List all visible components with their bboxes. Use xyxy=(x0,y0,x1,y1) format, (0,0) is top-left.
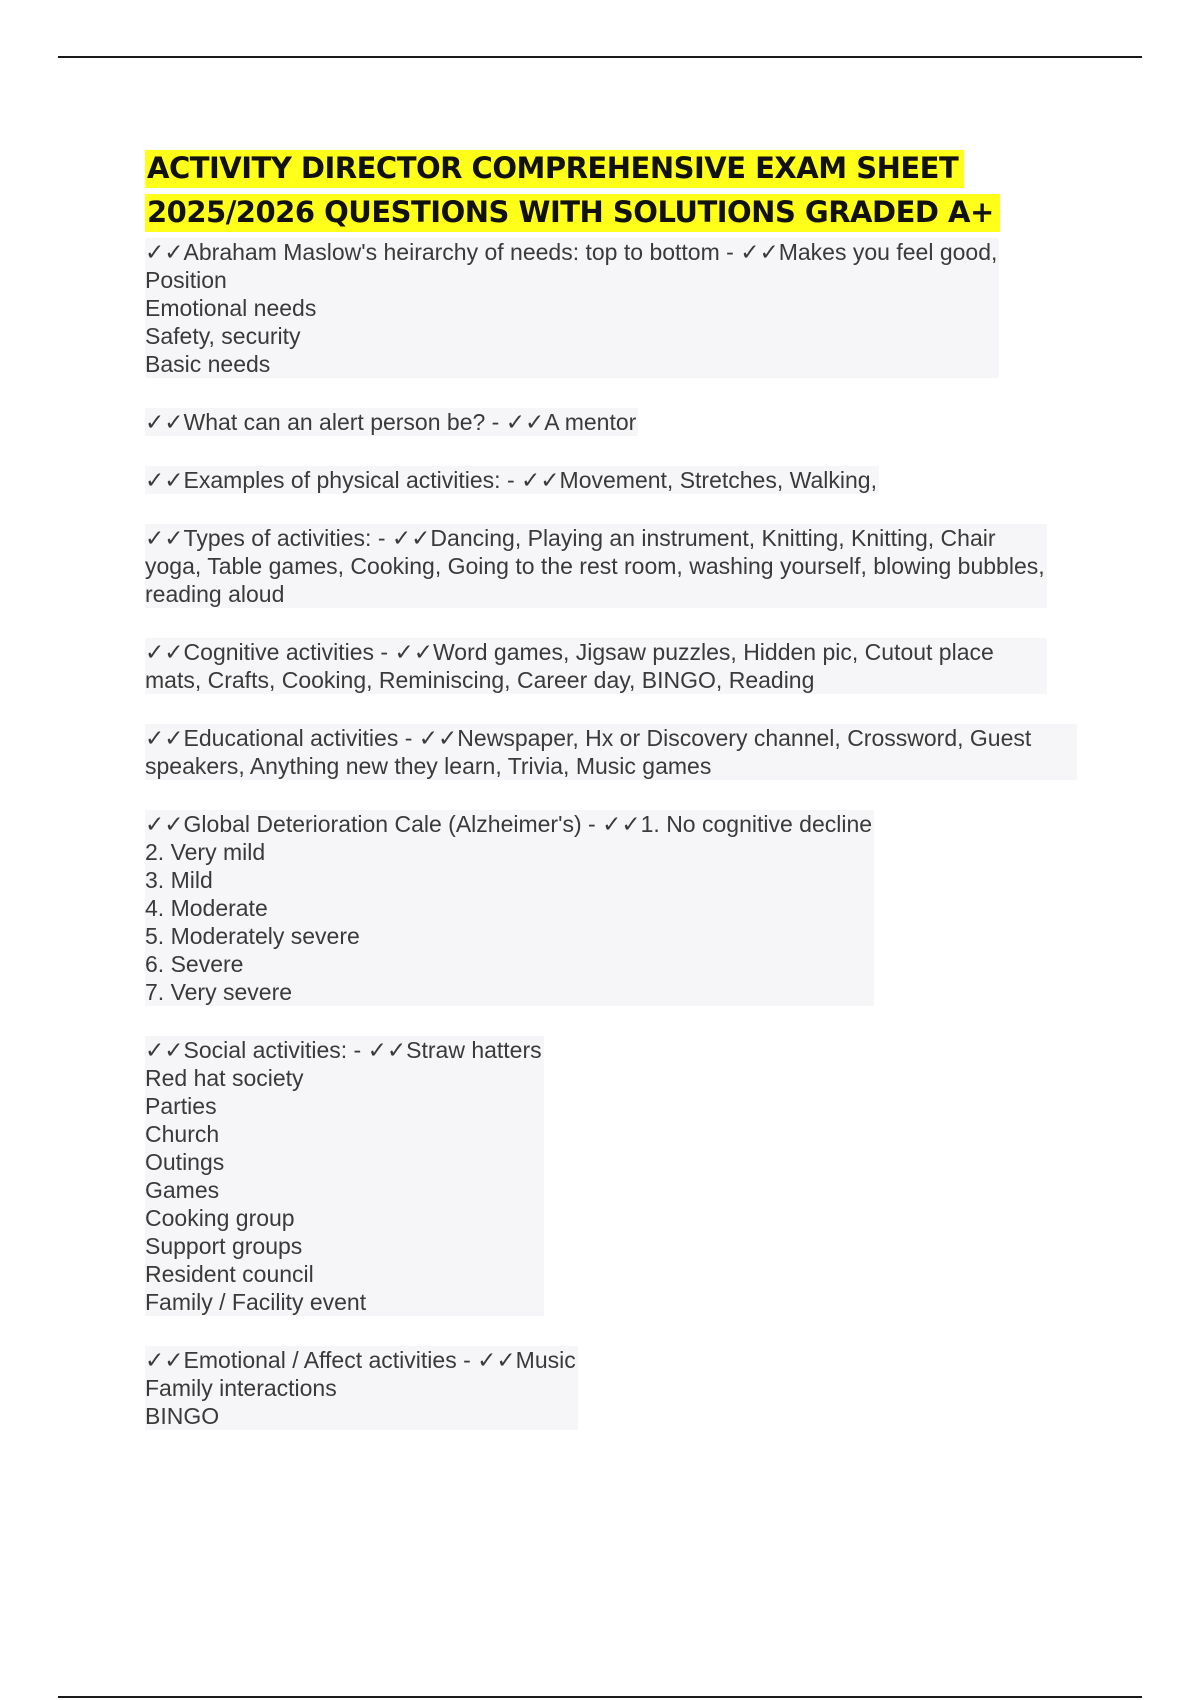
qa-item xyxy=(145,1036,1075,1346)
document-body xyxy=(145,146,1075,1460)
qa-line: 5. Moderately severe xyxy=(145,923,360,949)
qa-line: Support groups xyxy=(145,1233,303,1259)
top-rule xyxy=(58,56,1142,58)
qa-item xyxy=(145,1346,1075,1460)
bottom-rule xyxy=(58,1696,1142,1698)
qa-item xyxy=(145,466,1075,524)
title-line-2: 2025/2026 QUESTIONS WITH SOLUTIONS GRADED A+ xyxy=(145,194,1000,232)
qa-line: Red hat society xyxy=(145,1065,304,1091)
qa-item xyxy=(145,810,1075,1036)
qa-types-of-activities xyxy=(145,524,1047,608)
qa-item xyxy=(145,724,1075,810)
qa-line: Cooking group xyxy=(145,1205,295,1231)
qa-list xyxy=(145,234,1075,1460)
qa-line: 2. Very mild xyxy=(145,839,266,865)
qa-line: Games xyxy=(145,1177,220,1203)
qa-maslow xyxy=(145,238,999,378)
qa-line: Position xyxy=(145,267,227,293)
qa-line: Parties xyxy=(145,1093,217,1119)
qa-line: Family interactions xyxy=(145,1375,337,1401)
qa-line: Safety, security xyxy=(145,323,301,349)
qa-line: Basic needs xyxy=(145,351,271,377)
qa-item xyxy=(145,638,1075,724)
qa-text: ✓✓Types of activities: - ✓✓Dancing, Playing an instrument, Knitting, Knitting, Chair yoga, Table games, Cooking, Going to the rest room, washing yourself, blowing bubbles, reading aloud xyxy=(145,525,1045,607)
qa-line: 3. Mild xyxy=(145,867,213,893)
qa-line: 7. Very severe xyxy=(145,979,293,1005)
qa-cognitive-activities xyxy=(145,638,1047,694)
qa-line: ✓✓Abraham Maslow's heirarchy of needs: top to bottom - ✓✓Makes you feel good, xyxy=(145,239,998,265)
qa-line: ✓✓Social activities: - ✓✓Straw hatters xyxy=(145,1037,542,1063)
qa-line: Emotional needs xyxy=(145,295,317,321)
qa-emotional-activities xyxy=(145,1346,578,1430)
qa-line: Outings xyxy=(145,1149,225,1175)
qa-line: 6. Severe xyxy=(145,951,244,977)
qa-text: ✓✓Examples of physical activities: - ✓✓Movement, Stretches, Walking, xyxy=(145,467,877,493)
qa-physical-activities xyxy=(145,466,879,494)
title-line-1: ACTIVITY DIRECTOR COMPREHENSIVE EXAM SHEET xyxy=(145,150,964,188)
qa-line: Church xyxy=(145,1121,220,1147)
qa-alert-person xyxy=(145,408,638,436)
qa-item xyxy=(145,408,1075,466)
qa-line: ✓✓Emotional / Affect activities - ✓✓Music xyxy=(145,1347,576,1373)
qa-text: ✓✓Educational activities - ✓✓Newspaper, Hx or Discovery channel, Crossword, Guest speakers, Anything new they learn, Trivia, Music games xyxy=(145,725,1032,779)
qa-line: BINGO xyxy=(145,1403,220,1429)
qa-global-deterioration-scale xyxy=(145,810,874,1006)
qa-educational-activities xyxy=(145,724,1077,780)
document-title xyxy=(145,146,1075,234)
qa-text: ✓✓Cognitive activities - ✓✓Word games, Jigsaw puzzles, Hidden pic, Cutout place mats, Crafts, Cooking, Reminiscing, Career day, BINGO, Reading xyxy=(145,639,994,693)
qa-item xyxy=(145,234,1075,408)
qa-text: ✓✓What can an alert person be? - ✓✓A mentor xyxy=(145,409,637,435)
qa-social-activities xyxy=(145,1036,544,1316)
qa-line: Family / Facility event xyxy=(145,1289,367,1315)
qa-line: ✓✓Global Deterioration Cale (Alzheimer's) - ✓✓1. No cognitive decline xyxy=(145,811,873,837)
qa-line: 4. Moderate xyxy=(145,895,268,921)
qa-line: Resident council xyxy=(145,1261,314,1287)
qa-item xyxy=(145,524,1075,638)
